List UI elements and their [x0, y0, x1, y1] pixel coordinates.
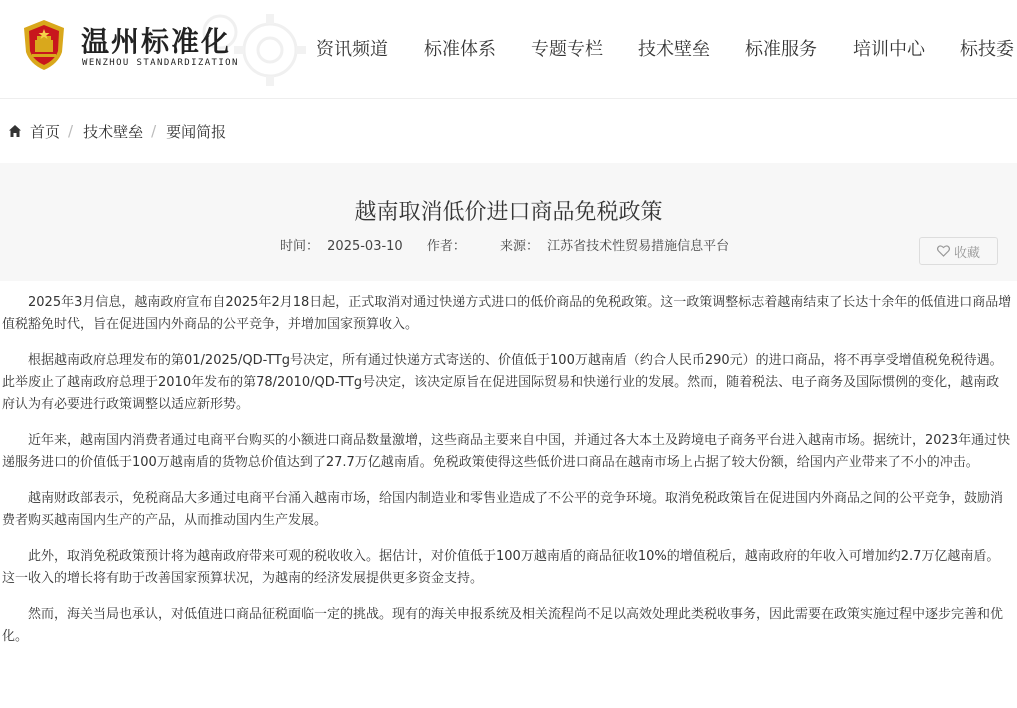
nav-item-standards[interactable]: 标准体系 — [424, 39, 496, 60]
breadcrumb-tech-barriers[interactable]: 技术壁垒 — [83, 122, 144, 141]
nav-item-topics[interactable]: 专题专栏 — [531, 39, 603, 60]
home-icon — [8, 124, 22, 138]
article-paragraph: 越南财政部表示，免税商品大多通过电商平台涌入越南市场，给国内制造业和零售业造成了不公平的竞争环境。取消免税政策旨在促进国内外商品之间的公平竞争，鼓励消费者购买越南国内生产的产品，从而推动国内生产发展。 — [2, 491, 1004, 528]
collect-button[interactable] — [919, 237, 998, 265]
breadcrumb-separator: / — [68, 122, 74, 140]
author-label: 作者： — [426, 239, 466, 254]
article-title: 越南取消低价进口商品免税政策 — [354, 200, 663, 225]
article-paragraph: 根据越南政府总理发布的第01/2025/QD-TTg号决定，所有通过快递方式寄送的、价值低于100万越南盾（约合人民币290元）的进口商品，将不再享受增值税免税待遇。此举废止了越南政府总理于2010年发布的第78/2010/QD-TTg号决定，该决定原旨在促进国际贸易和快递行业的发展。然而，随着税法、电子商务及国际惯例的变化，越南政府认为有必要进行政策调整以适应新形势。 — [2, 353, 1003, 412]
nav-item-news[interactable]: 资讯频道 — [316, 39, 388, 60]
breadcrumb-home[interactable]: 首页 — [30, 122, 61, 141]
nav-item-training[interactable]: 培训中心 — [853, 39, 925, 60]
nav-item-services[interactable]: 标准服务 — [745, 39, 817, 60]
article-header — [0, 163, 1017, 281]
brand-name[interactable]: 温州标准化 — [81, 25, 232, 58]
article-paragraph: 近年来，越南国内消费者通过电商平台购买的小额进口商品数量激增，这些商品主要来自中国，并通过各大本土及跨境电子商务平台进入越南市场。据统计，2023年通过快递服务进口的价值低于100万越南盾的货物总价值达到了27.7万亿越南盾。免税政策使得这些低价进口商品在越南市场上占据了较大份额，给国内产业带来了不小的冲击。 — [2, 433, 1011, 470]
article-paragraph: 此外，取消免税政策预计将为越南政府带来可观的税收收入。据估计，对价值低于100万越南盾的商品征收10%的增值税后，越南政府的年收入可增加约2.7万亿越南盾。这一收入的增长将有助于改善国家预算状况，为越南的经济发展提供更多资金支持。 — [2, 549, 1000, 586]
collect-label: 收藏 — [953, 245, 980, 261]
heart-icon — [937, 245, 950, 257]
time-label: 时间： — [280, 239, 320, 254]
brand-name-en: WENZHOU STANDARDIZATION — [82, 58, 239, 68]
publish-time: 2025-03-10 — [327, 239, 403, 254]
source-label: 来源： — [500, 239, 540, 254]
article-source: 江苏省技术性贸易措施信息平台 — [547, 239, 730, 254]
nav-item-tech-barriers[interactable]: 技术壁垒 — [638, 39, 710, 60]
nav-item-committee[interactable]: 标技委 — [960, 39, 1014, 60]
article-paragraph: 2025年3月信息，越南政府宣布自2025年2月18日起，正式取消对通过快递方式进口的低价商品的免税政策。这一政策调整标志着越南结束了长达十余年的低值进口商品增值税豁免时代，旨在促进国内外商品的公平竞争，并增加国家预算收入。 — [2, 295, 1012, 332]
breadcrumb — [8, 120, 226, 142]
breadcrumb-separator: / — [151, 122, 157, 140]
main-nav — [0, 0, 1017, 98]
site-header — [0, 0, 1017, 99]
breadcrumb-news-brief[interactable]: 要闻简报 — [166, 122, 227, 141]
article-meta — [280, 235, 733, 254]
article-body — [0, 292, 1012, 662]
article-paragraph: 然而，海关当局也承认，对低值进口商品征税面临一定的挑战。现有的海关申报系统及相关流程尚不足以高效处理此类税收事务，因此需要在政策实施过程中逐步完善和优化。 — [2, 607, 1004, 644]
